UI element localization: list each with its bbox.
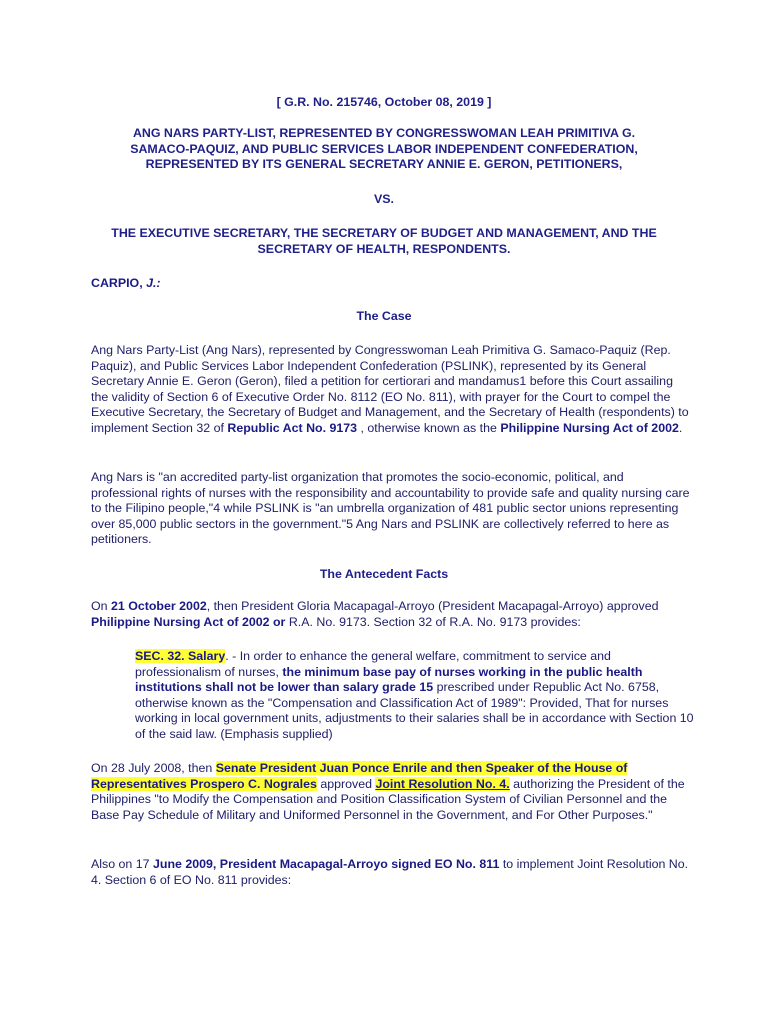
paragraph-1-end: . (678, 420, 683, 435)
highlight-joint-resolution: Joint Resolution No. 4. (375, 776, 510, 791)
paragraph-3-mid: , then President Gloria Macapagal-Arroyo (President Macapagal-Arroyo) approved (206, 599, 659, 613)
ponente-name: CARPIO, (91, 276, 143, 290)
section-heading-case: The Case (356, 309, 412, 323)
paragraph-4-pre: On 28 July 2008, then (91, 761, 216, 775)
petitioners-line: REPRESENTED BY ITS GENERAL SECRETARY ANNIE E. GERON, PETITIONERS, (145, 157, 623, 171)
paragraph-2: Ang Nars is "an accredited party-list organization that promotes the socio-economic, political, and professional rights of nurses with the responsibility and accountability to provide safe and quality nursing care to the Filipino people,"4 while PSLINK is "an umbrella organization of 481 public sector unions representing over 85,000 public sectors in the government."5 Ang Nars and PSLINK are collectively referred to here as petitioners. (91, 470, 690, 546)
paragraph-5 (91, 857, 691, 888)
paragraph-4-end: authorizing the President of the Philippines "to Modify the Compensation and Position Classification System of Civilian Personnel and the Base Pay Schedule of Military and Uniformed Personnel in the Government, and For Other Purposes." (91, 776, 685, 822)
quote-text-1: . - In order to enhance the general welfare, commitment to service and professionalism of nurses, (135, 649, 611, 679)
paragraph-4 (91, 761, 691, 823)
respondents-caption (91, 226, 677, 257)
paragraph-1-text: Ang Nars Party-List (Ang Nars), represented by Congresswoman Leah Primitiva G. Samaco-Paquiz (Rep. Paquiz), and Public Services Labor Independent Confederation (PSLINK), represented by its General Secretary Annie E. Geron (Geron), filed a petition for certiorari and mandamus1 before this Court assailing the validity of Section 6 of Executive Order No. 8112 (EO No. 811), with prayer for the Court to compel the Executive Secretary, the Secretary of Budget and Management, and the Secretary of Health (respondents) to implement Section 32 of (91, 343, 689, 435)
section-32-label: SEC. 32. Salary (135, 649, 226, 663)
paragraph-3-end: R.A. No. 9173. Section 32 of R.A. No. 9173 provides: (285, 614, 581, 629)
section-heading-facts: The Antecedent Facts (319, 567, 449, 581)
paragraph-3 (91, 599, 691, 630)
case-number: [ G.R. No. 215746, October 08, 2019 ] (276, 95, 492, 109)
paragraph-4-mid: approved (316, 776, 376, 791)
petitioners-line: ANG NARS PARTY-LIST, REPRESENTED BY CONGRESSWOMAN LEAH PRIMITIVA G. (132, 126, 636, 140)
nursing-act-ref: Philippine Nursing Act of 2002 (500, 420, 679, 435)
eo-signing-ref: June 2009, President Macapagal-Arroyo signed EO No. 811 (153, 857, 500, 871)
petitioners-line: SAMACO-PAQUIZ, AND PUBLIC SERVICES LABOR INDEPENDENT CONFEDERATION, (130, 141, 638, 156)
petitioners-caption (91, 126, 677, 173)
act-ref: Philippine Nursing Act of 2002 or (91, 614, 286, 629)
paragraph-5-end: to implement Joint Resolution No. 4. Section 6 of EO No. 811 provides: (91, 857, 689, 887)
quote-text-2: prescribed under Republic Act No. 6758, otherwise known as the "Compensation and Classification Act of 1989": Provided, That for nurses working in local government units, adjustments to their salaries shall be in accordance with Section 10 of the said law. (Emphasis supplied) (135, 680, 694, 741)
highlight-officials: Senate President Juan Ponce Enrile and then Speaker of the House of Representatives Prospero C. Nograles (91, 761, 628, 791)
paragraph-1-mid: , otherwise known as the (357, 420, 501, 435)
republic-act-ref: Republic Act No. 9173 (227, 420, 358, 435)
paragraph-5-pre: Also on 17 (91, 857, 153, 871)
ponente (91, 276, 691, 292)
paragraph-1 (91, 343, 691, 436)
respondents-line: THE EXECUTIVE SECRETARY, THE SECRETARY OF BUDGET AND MANAGEMENT, AND THE (111, 226, 657, 240)
ponente-suffix: J.: (146, 276, 161, 290)
paragraph-3-pre: On (91, 599, 111, 613)
versus-label: VS. (374, 192, 394, 206)
quote-emphasis: the minimum base pay of nurses working in the public health institutions shall not be lower than salary grade 15 (135, 664, 643, 694)
quoted-provision (135, 649, 695, 742)
respondents-line: SECRETARY OF HEALTH, RESPONDENTS. (257, 241, 511, 256)
date-ref: 21 October 2002 (110, 599, 207, 613)
